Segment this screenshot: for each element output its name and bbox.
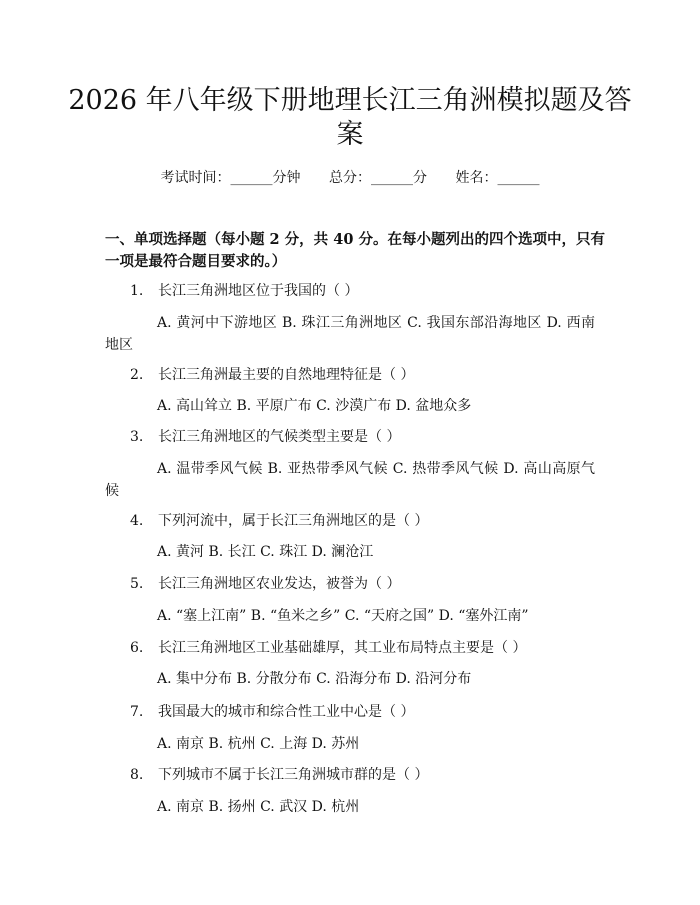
question-stem: [130, 364, 414, 386]
question-number: 7.: [130, 704, 144, 720]
question-text: 长江三角洲地区的气候类型主要是（ ）: [158, 429, 401, 445]
question-text: 下列城市不属于长江三角洲城市群的是（ ）: [158, 767, 429, 783]
question-options: A. 黄河 B. 长江 C. 珠江 D. 澜沧江: [157, 544, 374, 560]
question-text: 长江三角洲地区农业发达，被誉为（ ）: [158, 576, 401, 592]
question-stem: [130, 573, 400, 595]
question-stem: [130, 701, 414, 723]
question-number: 3.: [130, 429, 144, 445]
question-text: 长江三角洲地区位于我国的（ ）: [158, 283, 359, 299]
question-stem: [130, 510, 428, 532]
question-options: A. 南京 B. 杭州 C. 上海 D. 苏州: [157, 736, 360, 752]
question-number: 8.: [130, 767, 144, 783]
question-text: 长江三角洲最主要的自然地理特征是（ ）: [158, 367, 415, 383]
section-heading: 一、单项选择题（每小题 2 分，共 40 分。在每小题列出的四个选项中，只有一项是最符合题目要求的。）: [105, 231, 605, 270]
question-stem: [130, 280, 358, 302]
question-number: 4.: [130, 513, 144, 529]
exam-meta: [0, 169, 700, 187]
question-number: 6.: [130, 640, 144, 656]
student-name-field: 姓名：______: [455, 170, 540, 186]
question-options: A. 高山耸立 B. 平原广布 C. 沙漠广布 D. 盆地众多: [157, 398, 472, 414]
question-number: 1.: [130, 283, 144, 299]
exam-time-field: 考试时间：______分钟: [160, 170, 301, 186]
question-number: 5.: [130, 576, 144, 592]
question-text: 下列河流中，属于长江三角洲地区的是（ ）: [158, 513, 429, 529]
page-title: 2026 年八年级下册地理长江三角洲模拟题及答案: [68, 85, 632, 150]
question-stem: [130, 426, 400, 448]
question-stem: [130, 637, 526, 659]
question-stem: [130, 764, 428, 786]
question-options: A. 温带季风气候 B. 亚热带季风气候 C. 热带季风气候 D. 高山高原气候: [105, 461, 595, 499]
question-options: A. 集中分布 B. 分散分布 C. 沿海分布 D. 沿河分布: [157, 671, 472, 687]
question-options: A. 南京 B. 扬州 C. 武汉 D. 杭州: [157, 799, 360, 815]
question-text: 我国最大的城市和综合性工业中心是（ ）: [158, 704, 415, 720]
question-options: A. “塞上江南” B. “鱼米之乡” C. “天府之国” D. “塞外江南”: [157, 608, 529, 624]
question-options: A. 黄河中下游地区 B. 珠江三角洲地区 C. 我国东部沿海地区 D. 西南地区: [105, 315, 595, 353]
question-number: 2.: [130, 367, 144, 383]
question-text: 长江三角洲地区工业基础雄厚，其工业布局特点主要是（ ）: [158, 640, 527, 656]
total-score-field: 总分：______分: [329, 170, 427, 186]
